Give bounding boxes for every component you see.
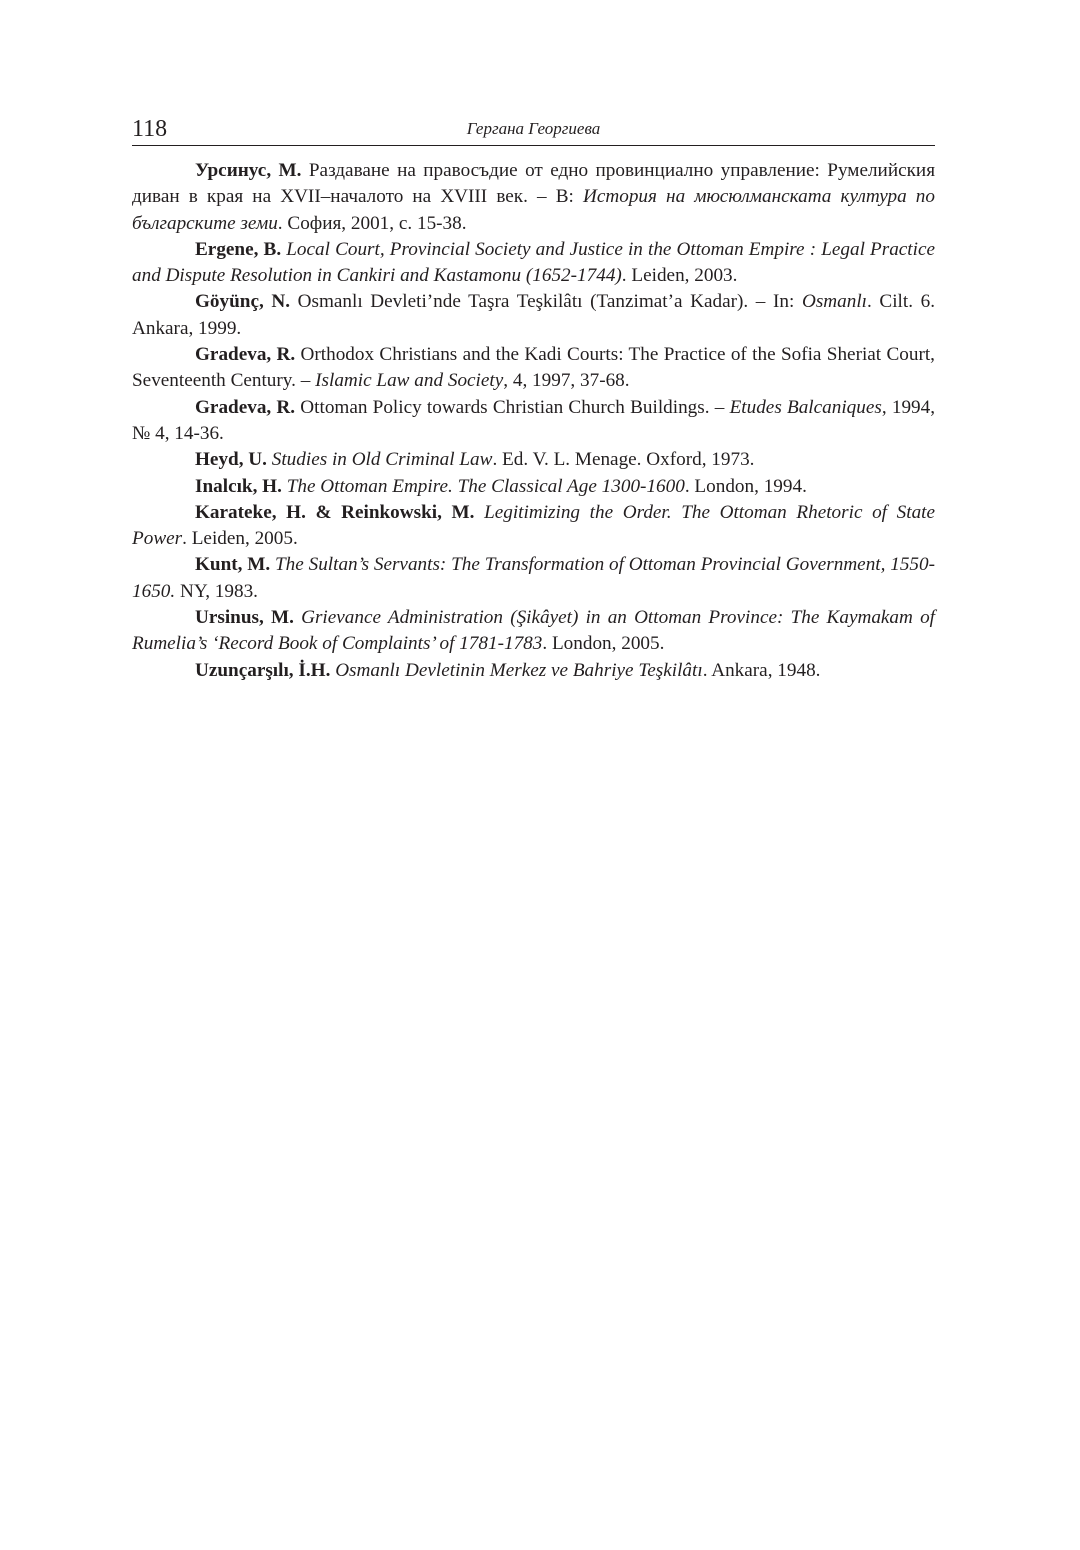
reference-details: . Leiden, 2005. [182, 528, 298, 550]
book-page [132, 112, 935, 684]
reference-details: . Ed. V. L. Menage. Oxford, 1973. [492, 449, 755, 471]
reference-details: , 4, 1997, 37-68. [503, 370, 630, 392]
reference-entry [132, 500, 935, 553]
reference-details: . София, 2001, с. 15-38. [277, 212, 467, 234]
reference-title: Legitimizing the Order. The Ottoman Rhetoric of State Power [132, 501, 936, 550]
reference-author: Inalcık, H. [195, 475, 282, 497]
reference-entry [132, 289, 935, 342]
reference-entry [132, 342, 935, 395]
reference-entry [132, 447, 935, 473]
reference-entry [132, 474, 935, 500]
reference-title: Osmanlı Devletinin Merkez ve Bahriye Teşkilâtı [335, 659, 703, 681]
reference-author: Gradeva, R. [195, 344, 296, 366]
reference-details: NY, 1983. [175, 580, 258, 602]
page-number: 118 [132, 116, 168, 142]
reference-entry [132, 237, 935, 290]
reference-title: Islamic Law and Society [315, 370, 504, 392]
running-head [132, 112, 935, 146]
reference-title: Local Court, Provincial Society and Justice in the Ottoman Empire : Legal Practice and Dispute Resolution in Cankiri and Kastamonu (1652-1744) [132, 238, 936, 287]
reference-title: Etudes Balcaniques [729, 396, 882, 418]
reference-author: Ursinus, M. [195, 607, 294, 629]
reference-author: Урсинус, М. [195, 160, 302, 181]
reference-author: Karateke, H. & Reinkowski, M. [195, 501, 475, 523]
reference-title: The Sultan’s Servants: The Transformation of Ottoman Provincial Government, 1550-1650. [132, 554, 936, 602]
reference-details: . Ankara, 1948. [702, 659, 821, 681]
reference-details: . London, 2005. [542, 633, 665, 655]
reference-entry [132, 158, 935, 237]
reference-details: . Leiden, 2003. [621, 265, 738, 287]
reference-title: Grievance Administration (Şikâyet) in an Ottoman Province: The Kaymakam of Rumelia’s ‘Record Book of Complaints’ of 1781-1783 [132, 607, 935, 655]
reference-details: , 1994, № 4, 14-36. [132, 396, 936, 444]
reference-entry [132, 658, 935, 684]
reference-details: . Cilt. 6. Ankara, 1999. [132, 291, 936, 339]
running-title-author: Гергана Георгиева [466, 119, 601, 138]
reference-author: Ergene, B. [195, 238, 282, 260]
reference-title: Studies in Old Criminal Law [271, 449, 493, 471]
reference-entry [132, 552, 935, 605]
reference-text: Osmanlı Devleti’nde Taşra Teşkilâtı (Tanzimat’a Kadar). – In: [297, 291, 795, 313]
reference-author: Uzunçarşılı, İ.H. [195, 659, 331, 681]
reference-author: Gradeva, R. [195, 396, 296, 418]
reference-author: Kunt, M. [195, 554, 271, 576]
reference-text: Раздаване на правосъдие от едно провинциално управление: Румелийския диван в края на XVII–началото на XVIII век. – В: [132, 160, 936, 208]
reference-text: Orthodox Christians and the Kadi Courts: The Practice of the Sofia Sheriat Court, Seventeenth Century. – [132, 344, 935, 392]
reference-entry [132, 395, 935, 448]
bibliography-list [132, 158, 935, 684]
reference-entry [132, 605, 935, 658]
reference-details: . London, 1994. [684, 475, 807, 497]
reference-title: Osmanlı [801, 291, 867, 313]
reference-text: Ottoman Policy towards Christian Church Buildings. – [300, 396, 725, 418]
reference-author: Göyünç, N. [195, 291, 291, 313]
reference-title: История на мюсюлманската култура по българските земи [132, 186, 935, 234]
reference-author: Heyd, U. [195, 449, 267, 471]
reference-title: The Ottoman Empire. The Classical Age 1300-1600 [286, 475, 685, 497]
